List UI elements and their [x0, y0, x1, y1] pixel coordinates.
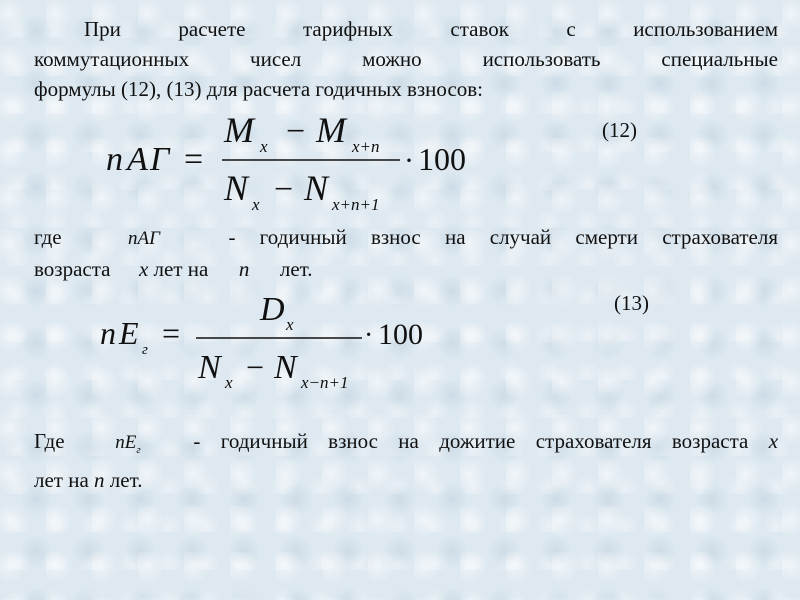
- where1-text-2: лет на: [153, 257, 209, 281]
- where2-symbol-e: E: [124, 432, 137, 453]
- where2-sym-n: n: [94, 467, 105, 492]
- formula-13: [98, 290, 458, 400]
- formula-12: [100, 108, 500, 218]
- f12-hundred: 100: [418, 141, 466, 177]
- f12-den-sub2: x+n+1: [332, 195, 380, 214]
- where2-text-2: лет на: [34, 467, 89, 492]
- f12-den-minus: −: [274, 171, 294, 208]
- intro-paragraph: [34, 14, 778, 104]
- intro-line-1: При расчете тарифных ставок с использованием: [84, 17, 778, 41]
- where1-sym-n: n: [238, 257, 250, 281]
- where2-line-2: [34, 465, 778, 495]
- where1-word-2: возраста: [34, 257, 111, 281]
- where2-symbol-sub: г: [136, 443, 141, 456]
- f12-num-sub1: x: [260, 137, 268, 156]
- where1-line-1: [34, 222, 778, 254]
- f12-num-m1: M: [224, 110, 254, 150]
- f13-den-sub1: x: [225, 373, 233, 392]
- f13-times: ·: [364, 320, 374, 351]
- where2-symbol: [115, 428, 140, 465]
- where2-word: Где: [34, 429, 65, 453]
- equation-number-13: (13): [614, 291, 649, 315]
- f13-den-minus: −: [246, 349, 265, 385]
- f12-lhs-n: n: [106, 141, 123, 178]
- f13-hundred: 100: [378, 318, 423, 351]
- where-paragraph-1: [34, 222, 778, 284]
- f12-den-sub1: x: [252, 195, 260, 214]
- f12-times: ·: [404, 144, 414, 177]
- f12-num-m2: M: [316, 110, 346, 150]
- f13-lhs-e: E: [119, 315, 139, 351]
- where2-text-1: - годичный взнос на дожитие страхователя возраста: [193, 429, 749, 453]
- f12-lhs-a: A: [127, 141, 148, 178]
- f13-lhs-sub: г: [142, 342, 148, 358]
- f13-lhs-n: n: [100, 315, 116, 351]
- f12-num-sub2: x+n: [352, 137, 380, 156]
- where1-line-2: [34, 254, 778, 284]
- f13-den-sub2: x−n+1: [301, 373, 349, 392]
- f12-den-n2: N: [304, 168, 329, 208]
- where2-line-1: [34, 426, 778, 465]
- where1-symbol: nAГ: [128, 228, 160, 249]
- intro-line-3: формулы (12), (13) для расчета годичных взносов:: [34, 77, 484, 101]
- where2-symbol-n: n: [115, 432, 125, 453]
- f13-den-n1: N: [198, 349, 221, 386]
- f12-num-minus: −: [286, 113, 306, 150]
- where1-text-1: - годичный взнос на случай смерти страхователя: [228, 225, 779, 249]
- where2-sym-x: x: [768, 429, 779, 453]
- where1-text-3: лет.: [279, 257, 313, 281]
- where1-word: где: [34, 225, 62, 249]
- equation-number-12: (12): [602, 118, 637, 142]
- f12-lhs-g: Г: [150, 141, 170, 178]
- where2-text-3: лет.: [109, 467, 143, 492]
- where1-sym-x: x: [138, 257, 149, 281]
- intro-line-2: коммутационных чисел можно использовать специальные: [34, 47, 778, 71]
- f13-num-d: D: [260, 291, 285, 328]
- f13-num-sub: x: [286, 315, 294, 334]
- where-paragraph-2: [34, 426, 778, 495]
- f12-den-n1: N: [224, 168, 249, 208]
- f13-equals: =: [162, 315, 181, 351]
- f13-den-n2: N: [274, 349, 297, 386]
- f12-equals: =: [184, 141, 204, 178]
